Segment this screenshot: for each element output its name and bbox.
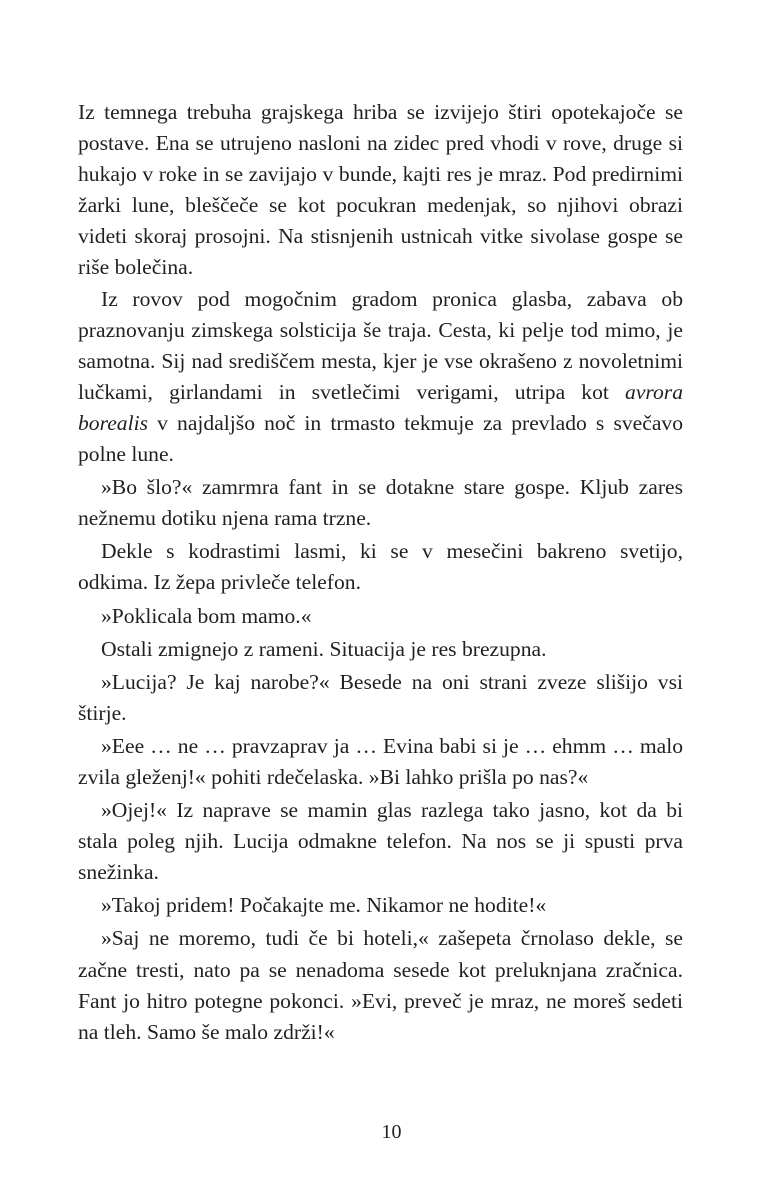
paragraph: »Poklicala bom mamo.« xyxy=(101,603,312,628)
paragraph-text: v najdaljšo noč in trmasto tekmuje za prevlado s svečavo polne lune. xyxy=(78,410,683,467)
paragraph xyxy=(78,284,683,471)
paragraph-text: Iz rovov pod mogočnim gradom pronica glasba, zabava ob praznovanju zimskega solsticija še traja. Cesta, ki pelje tod mimo, je samotna. Sij nad središčem mesta, kjer je vse okrašeno z novoletnimi lučkami, girlandami in svetlečimi verigami, utripa kot xyxy=(78,286,683,404)
italic-phrase: avrora borealis xyxy=(78,379,683,435)
paragraph: Ostali zmignejo z rameni. Situacija je res brezupna. xyxy=(101,636,547,661)
paragraph: »Takoj pridem! Počakajte me. Nikamor ne hodite!« xyxy=(101,893,547,918)
paragraph: »Bo šlo?« zamrmra fant in se dotakne stare gospe. Kljub zares nežnemu dotiku njena rama trzne. xyxy=(78,475,683,531)
page-number: 10 xyxy=(381,1121,402,1143)
paragraph: »Lucija? Je kaj narobe?« Besede na oni strani zveze slišijo vsi štirje. xyxy=(78,669,683,725)
body-text xyxy=(78,97,683,1048)
paragraph: »Saj ne moremo, tudi če bi hoteli,« zašepeta črnolaso dekle, se začne tresti, nato pa se nenadoma sesede kot preluknjana zračnica. Fant jo hitro potegne pokonci. »Evi, preveč je mraz, ne moreš sedeti na tleh. Samo še malo zdrži!« xyxy=(78,926,683,1044)
paragraph: Dekle s kodrastimi lasmi, ki se v mesečini bakreno svetijo, odkima. Iz žepa privleče telefon. xyxy=(78,539,683,595)
paragraph: »Ojej!« Iz naprave se mamin glas razlega tako jasno, kot da bi stala poleg njih. Lucija odmakne telefon. Na nos se ji spusti prva snežinka. xyxy=(78,798,683,885)
paragraph: »Eee … ne … pravzaprav ja … Evina babi si je … ehmm … malo zvila gleženj!« pohiti rdečelaska. »Bi lahko prišla po nas?« xyxy=(78,733,683,789)
paragraph: Iz temnega trebuha grajskega hriba se izvijejo štiri opotekajoče se postave. Ena se utrujeno nasloni na zidec pred vhodi v rove, druge si hukajo v roke in se zavijajo v bunde, kajti res je mraz. Pod predirnimi žarki lune, bleščeče se kot pocukran medenjak, so njihovi obrazi videti skoraj prosojni. Na stisnjenih ustnicah vitke sivolase gospe se riše bolečina. xyxy=(78,100,683,280)
